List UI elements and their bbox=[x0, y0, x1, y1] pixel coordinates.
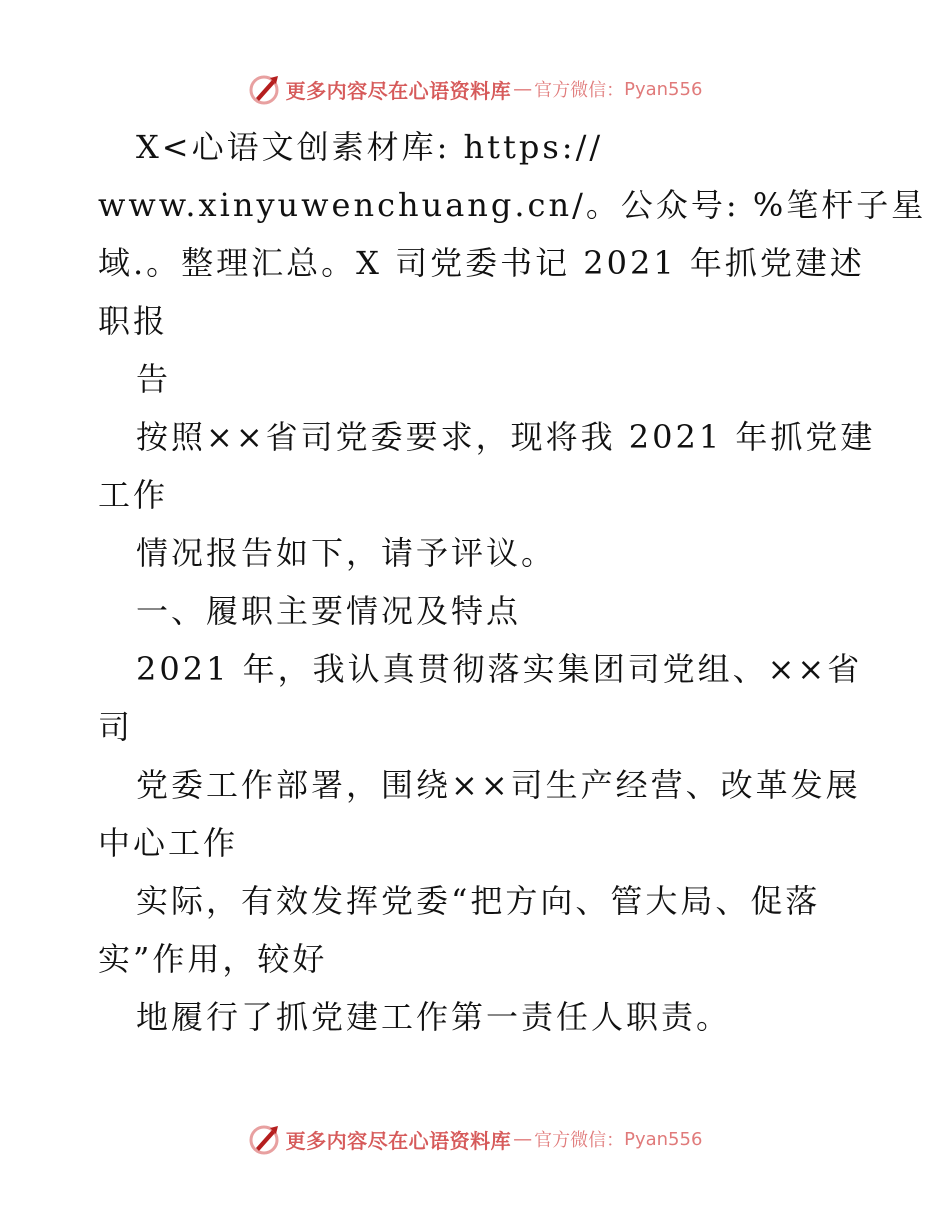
quill-pen-logo-icon bbox=[248, 72, 282, 106]
text-line: 工作 bbox=[98, 476, 169, 514]
text-line: 情况报告如下，请予评议。 bbox=[136, 534, 557, 572]
text-line: 告 bbox=[136, 360, 172, 398]
text-line: 职报 bbox=[98, 302, 169, 340]
watermark-separator: — bbox=[513, 1128, 533, 1150]
text-line: www.xinyuwenchuang.cn/。公众号: %笔杆子星 bbox=[98, 186, 927, 224]
text-line: 司 bbox=[98, 708, 134, 746]
watermark-separator: — bbox=[513, 78, 533, 100]
header-watermark bbox=[0, 72, 950, 106]
watermark-main-text: 更多内容尽在心语资料库 bbox=[285, 78, 512, 103]
text-line: 实际，有效发挥党委“把方向、管大局、促落 bbox=[136, 882, 821, 920]
watermark-main-text: 更多内容尽在心语资料库 bbox=[285, 1128, 512, 1153]
text-line: 党委工作部署，围绕××司生产经营、改革发展 bbox=[136, 766, 861, 804]
watermark-wechat-id: Pyan556 bbox=[624, 1128, 703, 1150]
text-line: 地履行了抓党建工作第一责任人职责。 bbox=[136, 998, 732, 1036]
text-line: 按照××省司党委要求，现将我 2021 年抓党建 bbox=[136, 418, 876, 456]
footer-watermark bbox=[0, 1122, 950, 1156]
text-line: 中心工作 bbox=[98, 824, 239, 862]
text-line: 域.。整理汇总。X 司党委书记 2021 年抓党建述 bbox=[98, 244, 865, 282]
watermark-wechat-id: Pyan556 bbox=[624, 78, 703, 100]
document-body bbox=[98, 118, 927, 1046]
watermark-sub-text: 官方微信： bbox=[534, 1130, 625, 1151]
text-line: 实”作用，较好 bbox=[98, 940, 328, 978]
watermark-sub-text: 官方微信： bbox=[534, 80, 625, 101]
quill-pen-logo-icon bbox=[248, 1122, 282, 1156]
text-line: X<心语文创素材库: https:// bbox=[136, 128, 604, 166]
text-line: 2021 年，我认真贯彻落实集团司党组、××省 bbox=[136, 650, 863, 688]
text-line: 一、履职主要情况及特点 bbox=[136, 592, 522, 630]
